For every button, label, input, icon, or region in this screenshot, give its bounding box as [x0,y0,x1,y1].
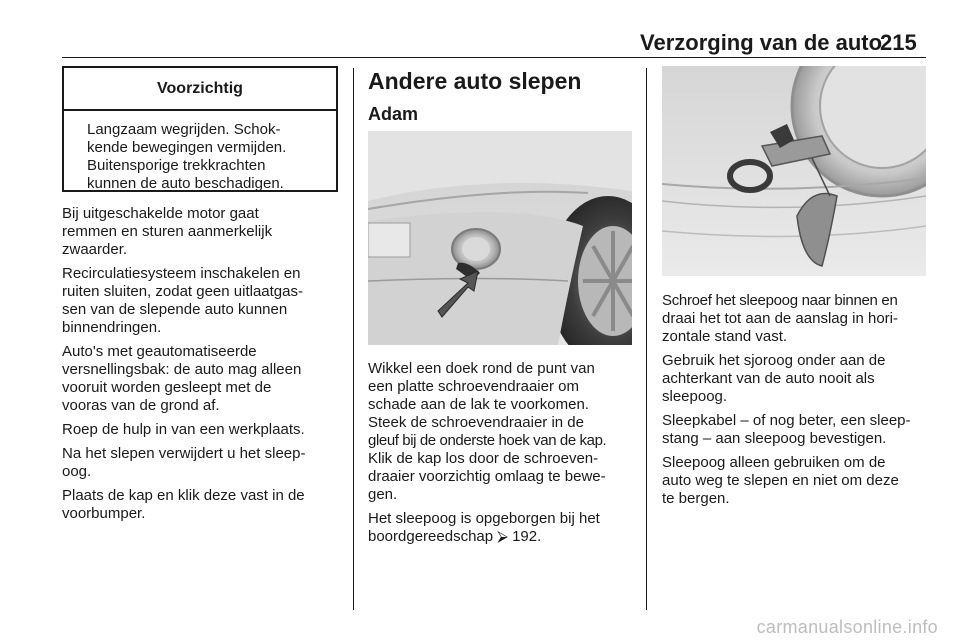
watermark: carmanualsonline.info [756,617,938,637]
caution-line: kende bewegingen vermijden. [87,139,287,156]
text-line: Sleepkabel – of nog beter, een sleep- [662,412,911,429]
text-line: boordgereedschap ⮚ 192. [368,528,542,545]
column-divider-1 [353,68,354,610]
text-line: te bergen. [662,490,730,507]
text-line: schade aan de lak te voorkomen. [368,396,589,413]
paragraph [62,445,347,481]
text-line: Schroef het sleepoog naar binnen en [662,292,898,309]
text-line: oog. [62,463,92,480]
bumper-cover-illustration [368,131,632,345]
caution-line: Langzaam wegrijden. Schok- [87,121,281,138]
text-line: zwaarder. [62,241,128,258]
text-line: sleepoog. [662,388,728,405]
column2-text [368,360,643,552]
caution-text [64,111,336,193]
paragraph [662,352,937,406]
towing-eye-illustration [662,66,926,276]
header-title: Verzorging van de auto [640,30,883,55]
text-line: Roep de hulp in van een werkplaats. [62,421,305,438]
text-line: binnendringen. [62,319,162,336]
text-line: sen van de slepende auto kunnen [62,301,288,318]
paragraph [368,360,643,504]
paragraph [62,265,347,337]
text-line: achterkant van de auto nooit als [662,370,875,387]
text-line: vooras van de grond af. [62,397,220,414]
paragraph [662,412,937,448]
paragraph [62,205,347,259]
towing-eye-photo [662,66,926,276]
paragraph [662,292,937,346]
text-line: versnellingsbak: de auto mag alleen [62,361,302,378]
text-line: Na het slepen verwijdert u het sleep- [62,445,306,462]
section-title: Andere auto slepen [368,68,582,94]
text-line: Het sleepoog is opgeborgen bij het [368,510,600,527]
column3-text [662,292,937,514]
model-subtitle: Adam [368,104,419,124]
text-line: gleuf bij de onderste hoek van de kap. [368,432,607,449]
text-line: Plaats de kap en klik deze vast in de [62,487,305,504]
column-divider-2 [646,68,647,610]
text-line: Wikkel een doek rond de punt van [368,360,595,377]
text-line: Klik de kap los door de schroeven- [368,450,599,467]
text-line: Steek de schroevendraaier in de [368,414,584,431]
paragraph [62,343,347,415]
text-line: vooruit worden gesleept met de [62,379,272,396]
caution-line: kunnen de auto beschadigen. [87,175,284,192]
paragraph [62,421,347,439]
text-line: Sleepoog alleen gebruiken om de [662,454,886,471]
text-line: Recirculatiesysteem inschakelen en [62,265,301,282]
paragraph [62,487,347,523]
column1-text [62,205,347,529]
text-line: Bij uitgeschakelde motor gaat [62,205,259,222]
text-line: voorbumper. [62,505,146,522]
paragraph [662,454,937,508]
text-line: ruiten sluiten, zodat geen uitlaatgas- [62,283,303,300]
text-line: Auto's met geautomatiseerde [62,343,257,360]
caution-title: Voorzichtig [64,68,336,111]
text-line: stang – aan sleepoog bevestigen. [662,430,887,447]
text-line: remmen en sturen aanmerkelijk [62,223,273,240]
header-rule [62,57,926,58]
text-line: auto weg te slepen en niet om deze [662,472,899,489]
text-line: Gebruik het sjoroog onder aan de [662,352,886,369]
page-number: 215 [880,30,917,55]
caution-box [62,66,338,192]
text-line: draai het tot aan de aanslag in hori- [662,310,898,327]
text-line: gen. [368,486,398,503]
bumper-cover-photo [368,131,632,345]
caution-line: Buitensporige trekkrachten [87,157,266,174]
text-line: zontale stand vast. [662,328,788,345]
paragraph [368,510,643,546]
text-line: draaier voorzichtig omlaag te bewe- [368,468,606,485]
text-line: een platte schroevendraaier om [368,378,579,395]
